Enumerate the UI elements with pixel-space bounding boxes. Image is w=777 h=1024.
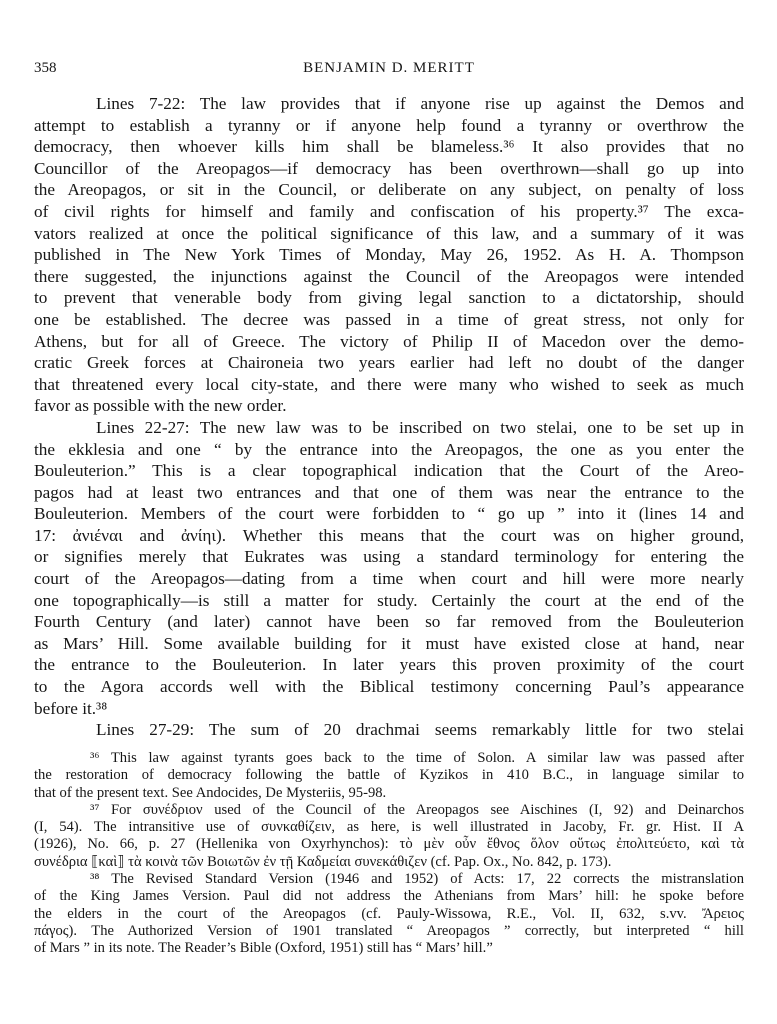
text-line: Councillor of the Areopagos—if democracy has been overthrown—shall go up into: [34, 158, 744, 178]
text-line: Bouleuterion. Members of the court were forbidden to “ go up ” into it (lines 14 and: [34, 504, 744, 524]
footnote-line: (1926), No. 66, p. 27 (Hellenika von Oxyrhynchos): τὸ μὲν οὖν ἔθνος ὅλον οὕτως ἐπολιτεύετο, καὶ τὰ: [34, 836, 744, 853]
footnotes: [34, 750, 744, 958]
text-line: Lines 22-27: The new law was to be inscribed on two stelai, one to be set up in: [96, 417, 744, 437]
text-line: as Mars’ Hill. Some available building for it must have existed close at hand, near: [34, 633, 744, 653]
text-line: the entrance to the Bouleuterion. In later years this proven proximity of the court: [34, 655, 744, 675]
main-text: [34, 93, 744, 741]
text-line: Bouleuterion.” This is a clear topographical indication that the Court of the Areo-: [34, 461, 744, 481]
text-line: favor as possible with the new order.: [34, 396, 287, 416]
text-line: 17: ἀνιέναι and ἀνίηι). Whether this means that the court was on higher ground,: [34, 525, 744, 545]
text-line: one topographically—is still a matter for study. Certainly the court at the end of the: [34, 590, 744, 610]
text-line: there suggested, the injunctions against the Council of the Areopagos were intended: [34, 266, 744, 286]
footnote-line: πάγος). The Authorized Version of 1901 translated “ Areopagos ” correctly, but interpreted “ hill: [34, 922, 744, 939]
text-line: pagos had at least two entrances and that one of them was near the entrance to the: [34, 482, 744, 502]
text-line: court of the Areopagos—dating from a time when court and hill were more nearly: [34, 569, 744, 589]
text-line: to prevent that venerable body from giving legal sanction to a dictatorship, should: [34, 288, 744, 308]
page-header: [34, 60, 744, 82]
footnote-line: that of the present text. See Andocides, De Mysteriis, 95-98.: [34, 784, 387, 801]
footnote-line: the restoration of democracy following the battle of Kyzikos in 410 B.C., in language similar to: [34, 767, 744, 784]
text-line: to the Agora accords well with the Biblical testimony concerning Paul’s appearance: [34, 677, 744, 697]
text-line: of civil rights for himself and family and confiscation of his property.³⁷ The exca-: [34, 201, 744, 221]
page-number: 358: [34, 60, 57, 76]
text-line: cratic Greek forces at Chaironeia two years earlier had left no doubt of the danger: [34, 353, 744, 373]
text-line: published in The New York Times of Monday, May 26, 1952. As H. A. Thompson: [34, 245, 744, 265]
text-line: Athens, but for all of Greece. The victory of Philip II of Macedon over the demo-: [34, 331, 744, 351]
footnote-line: ³⁸ The Revised Standard Version (1946 and 1952) of Acts: 17, 22 corrects the mistranslation: [90, 871, 744, 888]
text-line: before it.³⁸: [34, 698, 108, 718]
text-line: Lines 7-22: The law provides that if anyone rise up against the Demos and: [96, 94, 744, 113]
text-line: Lines 27-29: The sum of 20 drachmai seems remarkably little for two stelai: [96, 720, 744, 740]
text-line: one be established. The decree was passed in a time of great stress, not only for: [34, 309, 744, 329]
text-line: vators realized at once the political significance of this law, and a summary of it was: [34, 223, 744, 243]
text-line: the ekklesia and one “ by the entrance into the Areopagos, the one as you enter the: [34, 439, 744, 459]
footnote-line: of Mars ” in its note. The Reader’s Bible (Oxford, 1951) still has “ Mars’ hill.”: [34, 940, 493, 957]
text-line: the Areopagos, or sit in the Council, or deliberate on any subject, on penalty of loss: [34, 180, 744, 200]
footnote-line: of the King James Version. Paul did not address the Athenians from Mars’ hill: he spoke before: [34, 888, 744, 905]
footnote-line: (I, 54). The intransitive use of συνκαθίζειν, as here, is well illustrated in Jacoby, Fr. gr. Hist. II A: [34, 819, 744, 836]
footnote-line: the elders in the court of the Areopagos (cf. Pauly-Wissowa, R.E., Vol. II, 632, s.vv. Ἄρειος: [34, 905, 744, 922]
text-line: or signifies merely that Eukrates was using a standard terminology for entering the: [34, 547, 744, 567]
text-line: that threatened every local city-state, and there were many who wished to seek as much: [34, 374, 744, 394]
running-head: BENJAMIN D. MERITT: [303, 60, 475, 76]
footnote-line: ³⁶ This law against tyrants goes back to the time of Solon. A similar law was passed after: [90, 750, 744, 766]
text-line: democracy, then whoever kills him shall be blameless.³⁶ It also provides that no: [34, 137, 744, 157]
footnote-line: συνέδρια ⟦καὶ⟧ τὰ κοινὰ τῶν Βοιωτῶν ἐν τῇ Καδμείαι συνεκάθιζεν (cf. Pap. Ox., No. 842, p. 173).: [34, 853, 612, 870]
text-line: Fourth Century (and later) cannot have been so far removed from the Bouleuterion: [34, 612, 744, 632]
text-line: attempt to establish a tyranny or if anyone help found a tyranny or overthrow the: [34, 115, 744, 135]
footnote-line: ³⁷ For συνέδριον used of the Council of the Areopagos see Aischines (I, 92) and Deinarchos: [90, 801, 744, 818]
